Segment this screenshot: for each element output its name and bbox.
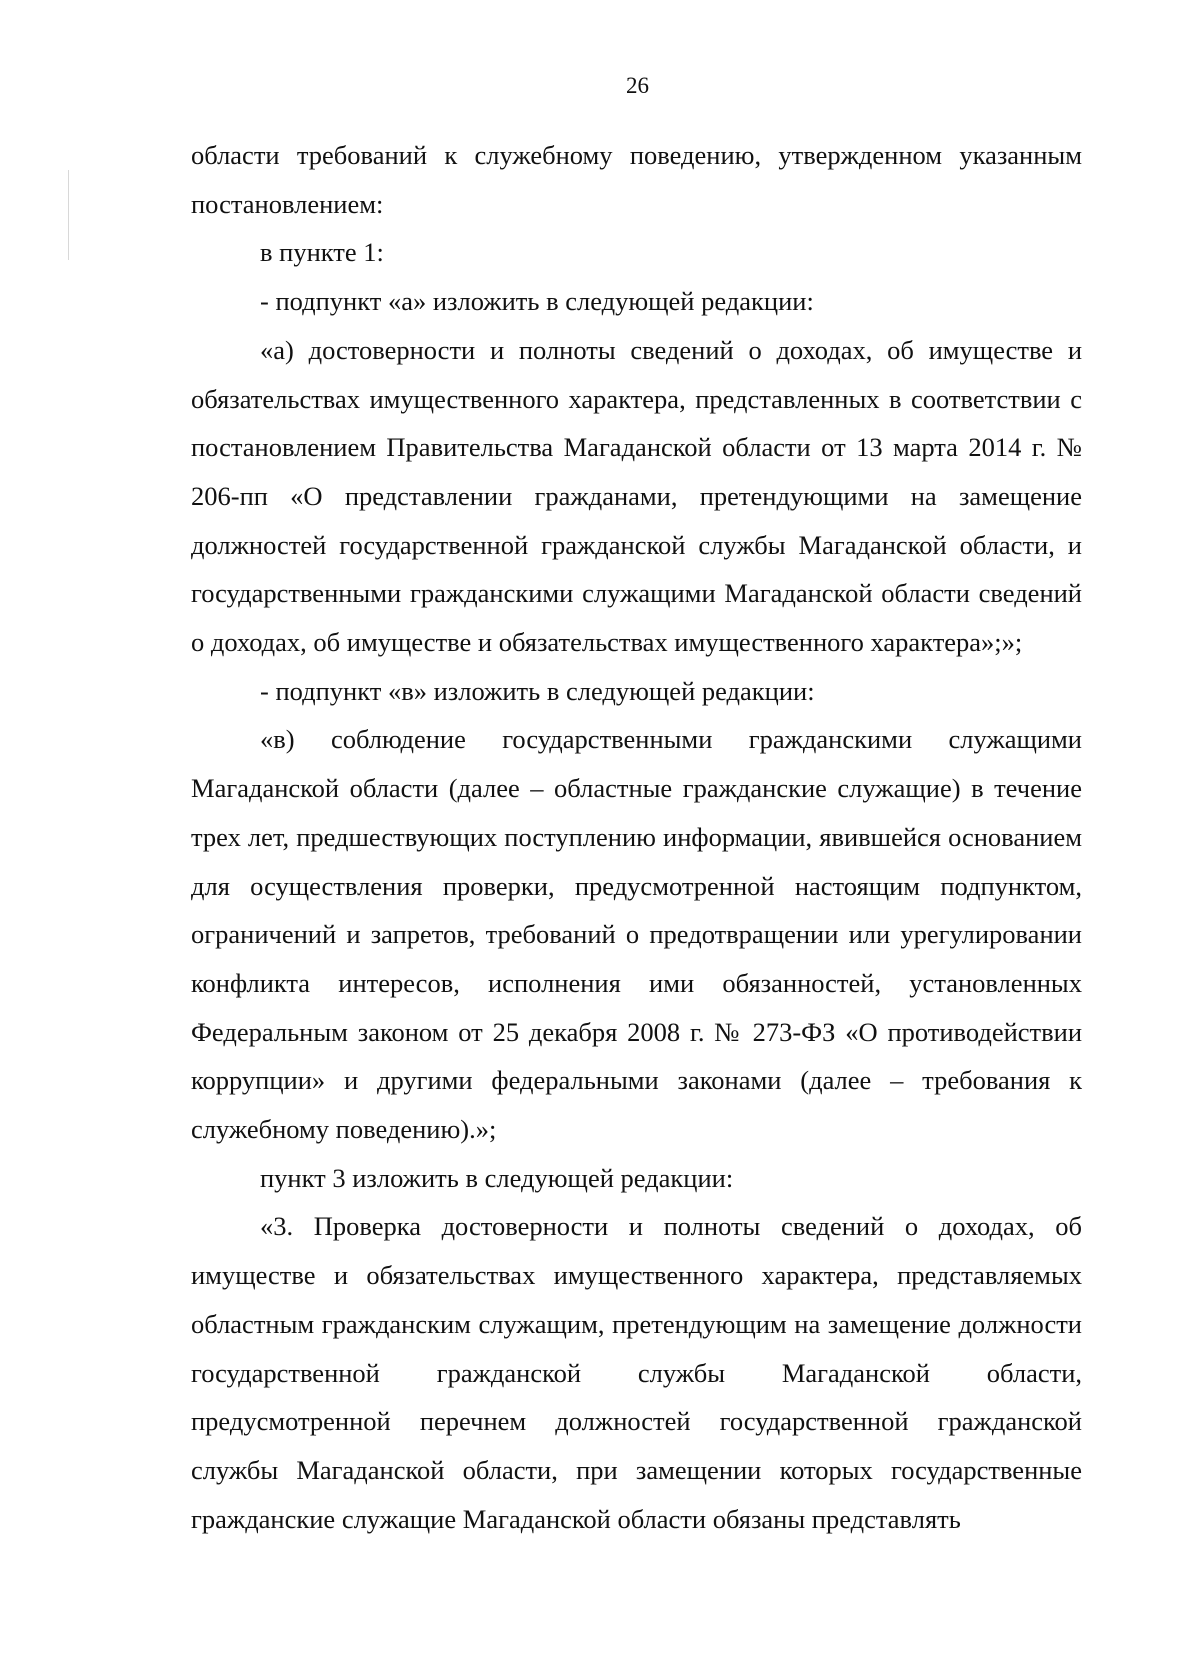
paragraph-point-3-text: «3. Проверка достоверности и полноты сведений о доходах, об имуществе и обязательствах имущественного характера, представляемых областным гражданским служащим, претендующим на замещение должности государственной гражданской службы Магаданской области, предусмотренной перечнем должностей государственной гражданской службы Магаданской области, при замещении которых государственные гражданские служащие Магаданской области обязаны представлять [191,1211,1082,1534]
paragraph-subpoint-a-text: «а) достоверности и полноты сведений о доходах, об имуществе и обязательствах имущественного характера, представленных в соответствии с постановлением Правительства Магаданской области от 13 марта 2014 г. № 206-пп «О представлении гражданами, претендующими на замещение должностей государственной гражданской службы Магаданской области, и государственными гражданскими служащими Магаданской области сведений о доходах, об имуществе и обязательствах имущественного характера»;»; [191,334,1082,658]
paragraph-subpoint-v-instruction: - подпункт «в» изложить в следующей редакции: [260,675,815,706]
paragraph-point-1-heading: в пункте 1: [260,237,384,268]
document-body [191,131,1082,1543]
paragraph-subpoint-a-instruction: - подпункт «а» изложить в следующей редакции: [260,286,814,317]
scan-artifact-line [68,170,69,260]
page-number: 26 [626,73,649,98]
paragraph-point-3-instruction: пункт 3 изложить в следующей редакции: [260,1162,734,1193]
paragraph-subpoint-v-text: «в) соблюдение государственными гражданскими служащими Магаданской области (далее – областные гражданские служащие) в течение трех лет, предшествующих поступлению информации, явившейся основанием для осуществления проверки, предусмотренной настоящим подпунктом, ограничений и запретов, требований о предотвращении или урегулировании конфликта интересов, исполнения ими обязанностей, установленных Федеральным законом от 25 декабря 2008 г. № 273-ФЗ «О противодействии коррупции» и другими федеральными законами (далее – требования к служебному поведению).»; [191,724,1082,1145]
paragraph-continuation: области требований к служебному поведению, утвержденном указанным постановлением: [191,140,1082,219]
